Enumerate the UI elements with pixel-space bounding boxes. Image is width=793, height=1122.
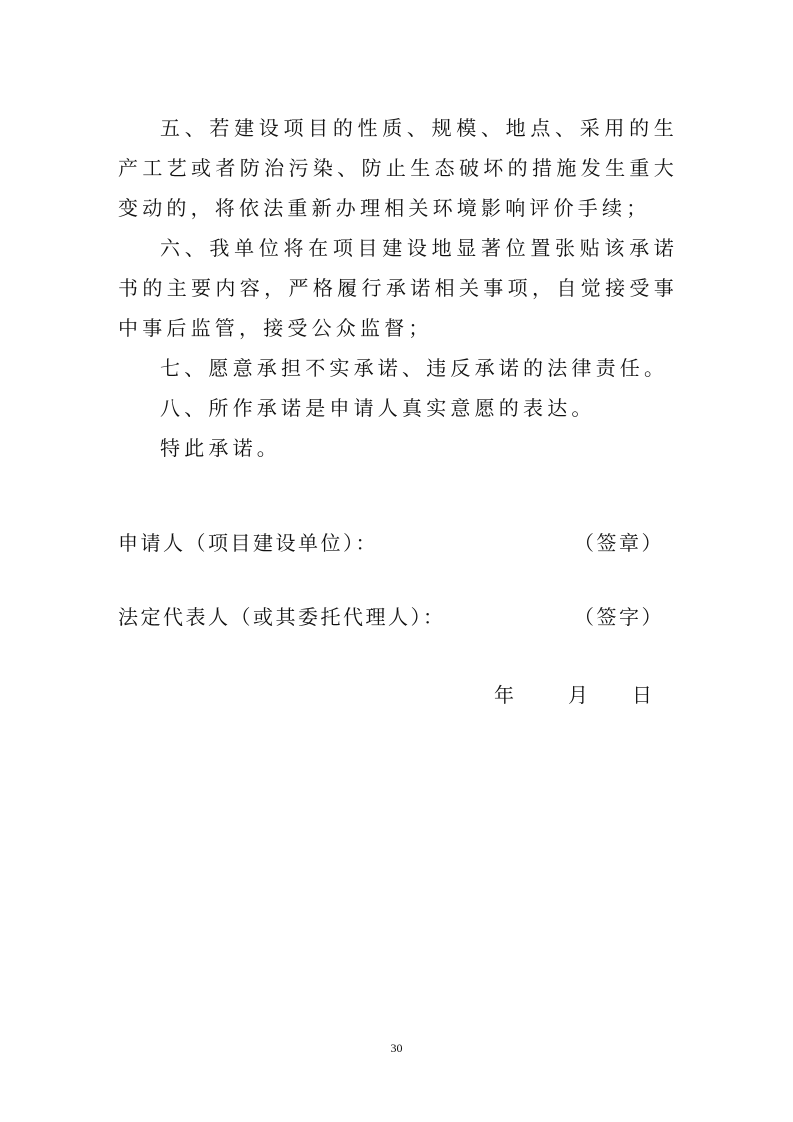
applicant-seal-mark: （签章） bbox=[574, 531, 664, 555]
applicant-label: 申请人（项目建设单位）： bbox=[118, 531, 378, 555]
date-day: 日 bbox=[632, 683, 652, 707]
commitment-body bbox=[118, 108, 678, 468]
representative-signature-mark: （签字） bbox=[574, 605, 664, 629]
representative-label: 法定代表人（或其委托代理人）： bbox=[118, 605, 446, 629]
clause-eight: 八、所作承诺是申请人真实意愿的表达。 bbox=[160, 396, 596, 420]
date-month: 月 bbox=[568, 683, 588, 707]
clause-six: 六、我单位将在项目建设地显著位置张贴该承诺书的主要内容，严格履行承诺相关事项，自觉接受事中事后监管，接受公众监督； bbox=[118, 236, 678, 340]
clause-seven: 七、愿意承担不实承诺、违反承诺的法律责任。 bbox=[160, 356, 669, 380]
page-number: 30 bbox=[390, 1041, 403, 1055]
clause-five: 五、若建设项目的性质、规模、地点、采用的生产工艺或者防治污染、防止生态破坏的措施发生重大变动的，将依法重新办理相关环境影响评价手续； bbox=[118, 116, 678, 220]
closing-statement: 特此承诺。 bbox=[160, 436, 281, 460]
date-year: 年 bbox=[494, 683, 514, 707]
